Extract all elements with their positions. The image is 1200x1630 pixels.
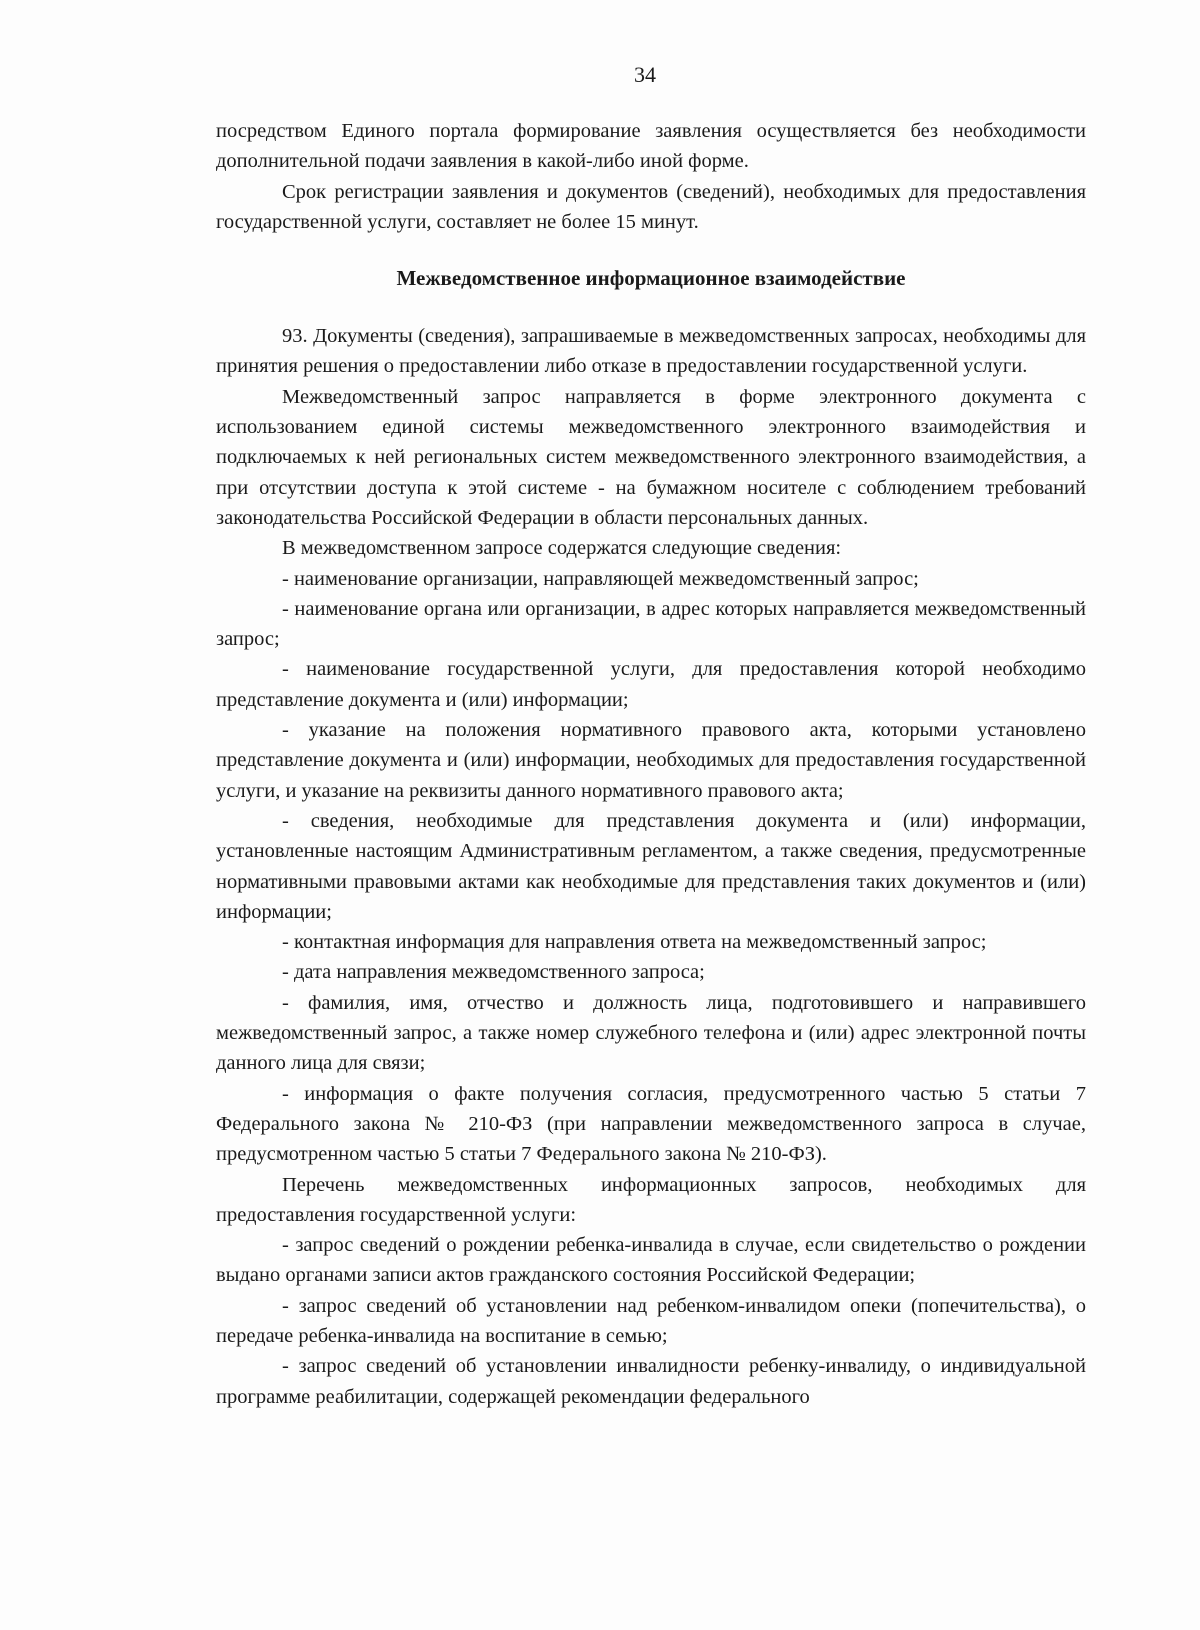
list-item: - запрос сведений о рождении ребенка-инвалида в случае, если свидетельство о рождении выдано органами записи актов гражданского состояния Российской Федерации;	[216, 1234, 1086, 1287]
list-item: - наименование органа или организации, в адрес которых направляется межведомственный запрос;	[216, 597, 1086, 651]
list-item: - запрос сведений об установлении инвалидности ребенку-инвалиду, о индивидуальной программе реабилитации, содержащей рекомендации федерального	[216, 1355, 1086, 1408]
list-item: - дата направления межведомственного запроса;	[282, 961, 705, 984]
list-item: - наименование государственной услуги, для предоставления которой необходимо представление документа и (или) информации;	[216, 658, 1086, 711]
list-item: - указание на положения нормативного правового акта, которыми установлено представление документа и (или) информации, необходимых для предоставления государственной услуги, и указание на реквизиты данного нормативного правового акта;	[216, 719, 1086, 802]
list-item: - наименование организации, направляющей межведомственный запрос;	[282, 567, 919, 590]
paragraph-interagency-request: Межведомственный запрос направляется в форме электронного документа с использованием единой системы межведомственного электронного взаимодействия и подключаемых к ней региональных систем межведомственного электронного взаимодействия, а при отсутствии доступа к этой системе - на бумажном носителе с соблюдением требований законодательства Российской Федерации в области персональных данных.	[216, 385, 1086, 529]
paragraph-registration-term: Срок регистрации заявления и документов (сведений), необходимых для предоставления государственной услуги, составляет не более 15 минут.	[216, 180, 1086, 233]
paragraph-continuation: посредством Единого портала формирование заявления осуществляется без необходимости дополнительной подачи заявления в какой-либо иной форме.	[216, 120, 1086, 173]
paragraph-93: 93. Документы (сведения), запрашиваемые в межведомственных запросах, необходимы для принятия решения о предоставлении либо отказе в предоставлении государственной услуги.	[216, 325, 1086, 378]
paragraph-request-contents: В межведомственном запросе содержатся следующие сведения:	[282, 537, 842, 560]
section-heading: Межведомственное информационное взаимодействие	[396, 266, 906, 291]
paragraph-request-list-intro: Перечень межведомственных информационных запросов, необходимых для предоставления государственной услуги:	[216, 1173, 1086, 1226]
page-number: 34	[634, 62, 656, 87]
document-body	[216, 116, 1086, 1412]
list-item: - запрос сведений об установлении над ребенком-инвалидом опеки (попечительства), о передаче ребенка-инвалида на воспитание в семью;	[216, 1294, 1086, 1347]
list-item: - информация о факте получения согласия, предусмотренного частью 5 статьи 7 Федерального закона № 210-ФЗ (при направлении межведомственного запроса в случае, предусмотренном частью 5 статьи 7 Федерального закона № 210-ФЗ).	[216, 1082, 1086, 1166]
list-item: - фамилия, имя, отчество и должность лица, подготовившего и направившего межведомственный запрос, а также номер служебного телефона и (или) адрес электронной почты данного лица для связи;	[216, 991, 1086, 1075]
list-item: - контактная информация для направления ответа на межведомственный запрос;	[282, 931, 987, 954]
list-item: - сведения, необходимые для представления документа и (или) информации, установленные настоящим Административным регламентом, а также сведения, предусмотренные нормативными правовыми актами как необходимые для представления таких документов и (или) информации;	[216, 809, 1086, 923]
